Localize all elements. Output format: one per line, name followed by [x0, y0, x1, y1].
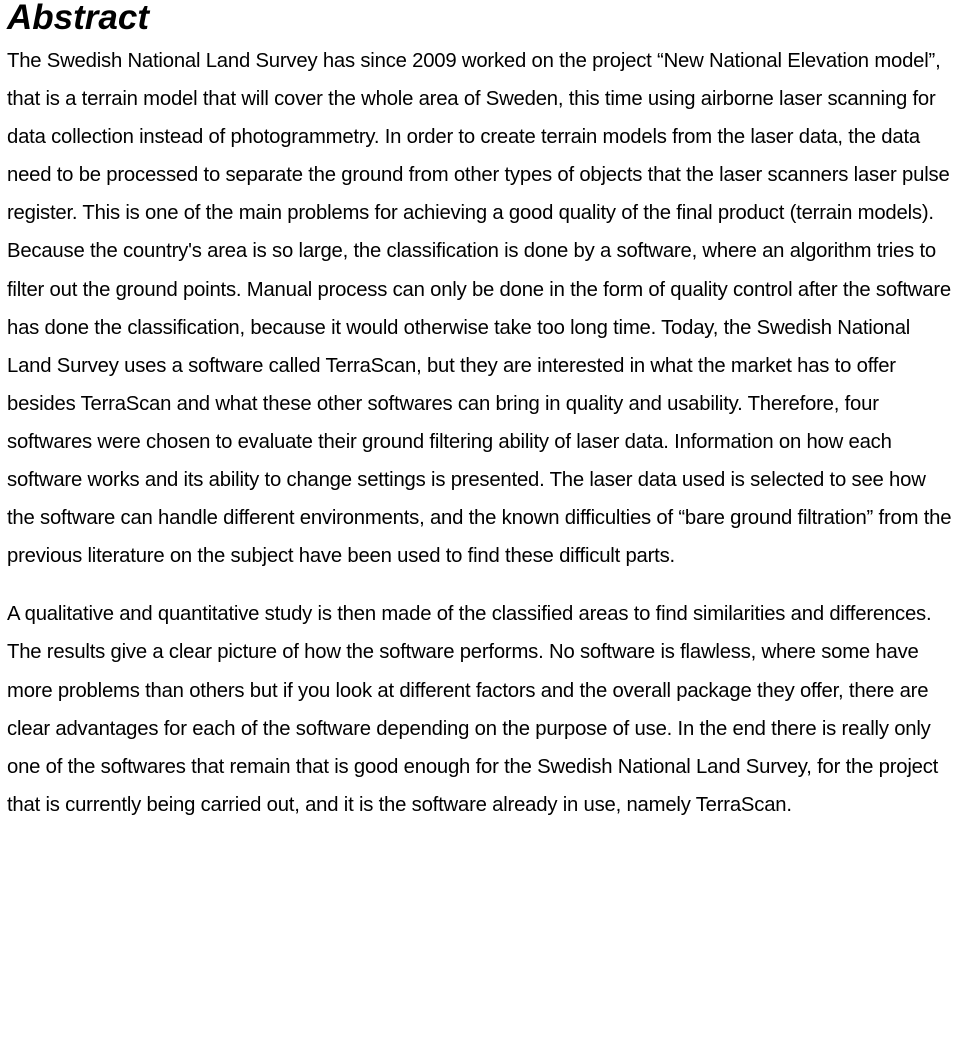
document-page [7, 0, 955, 824]
abstract-paragraph-1: The Swedish National Land Survey has since 2009 worked on the project “New National Elevation model”, that is a terrain model that will cover the whole area of Sweden, this time using airborne laser scanning for data collection instead of photogrammetry. In order to create terrain models from the laser data, the data need to be processed to separate the ground from other types of objects that the laser scanners laser pulse register. This is one of the main problems for achieving a good quality of the final product (terrain models). Because the country's area is so large, the classification is done by a software, where an algorithm tries to filter out the ground points. Manual process can only be done in the form of quality control after the software has done the classification, because it would otherwise take too long time. Today, the Swedish National Land Survey uses a software called TerraScan, but they are interested in what the market has to offer besides TerraScan and what these other softwares can bring in quality and usability. Therefore, four softwares were chosen to evaluate their ground filtering ability of laser data. Information on how each software works and its ability to change settings is presented. The laser data used is selected to see how the software can handle different environments, and the known difficulties of “bare ground filtration” from the previous literature on the subject have been used to find these difficult parts. [7, 50, 952, 568]
section-heading: Abstract [7, 0, 149, 37]
abstract-paragraph-2: A qualitative and quantitative study is then made of the classified areas to find similarities and differences. The results give a clear picture of how the software performs. No software is flawless, where some have more problems than others but if you look at different factors and the overall package they offer, there are clear advantages for each of the software depending on the purpose of use. In the end there is really only one of the softwares that remain that is good enough for the Swedish National Land Survey, for the project that is currently being carried out, and it is the software already in use, namely TerraScan. [7, 603, 939, 816]
